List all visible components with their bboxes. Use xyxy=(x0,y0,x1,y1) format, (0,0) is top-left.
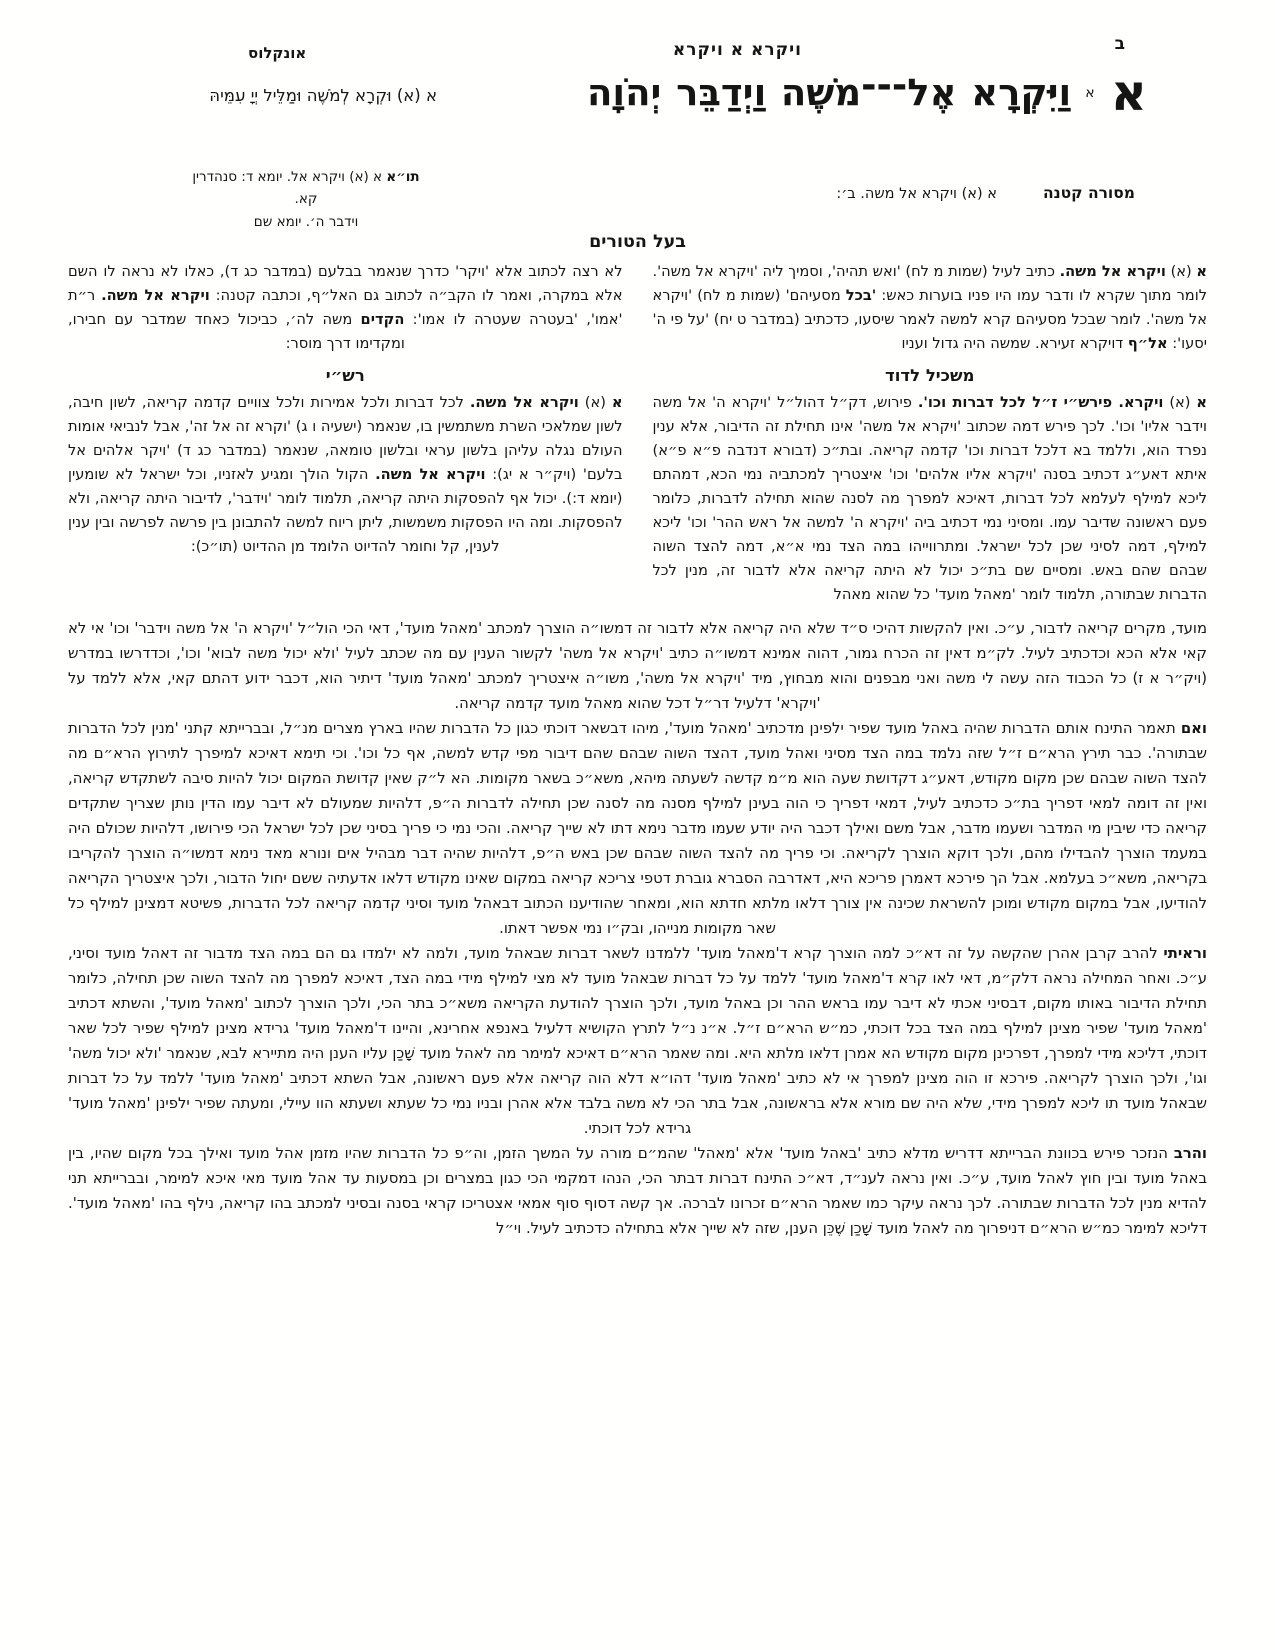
body-paragraph-1: מועד, מקרים קריאה לדבור, ע״כ. ואין להקשות דהיכי ס״ד שלא היה קריאה אלא לדבור זה דמשו״ה הוצרך למכתב 'מאהל מועד', דאי הכי הול״ל 'ויקרא ה' אל משה וידבר' וכו' אי לא קאי אלא הכא וכדכתיב לעיל. לק״מ דאין זה הכרח גמור, דהוה אמינא דמשו״ה כתיב 'ויקרא אל משה' לקשור הענין עם מה שכתב לעיל 'ולא יכול משה לבוא' וכו', וכדדרשו במדרש (ויק״ר א ז) כל הכבוד הזה עשה לי משה ואני מבפנים והוא מבחוץ, מיד 'ויקרא אל משה', משו״ה איצטריך למכתב 'מאהל מועד' דיתיר הוא, דכבר ידוע דהתם קאי, אלא ללמד על 'ויקרא' דלעיל דר״ל דכל שהוא מאהל מועד קדמה קריאה. xyxy=(68,620,1207,712)
references-row xyxy=(68,164,1207,230)
chapter-letter: א xyxy=(1110,64,1147,122)
body-paragraph-2: ואם תאמר התינח אותם הדברות שהיה באהל מועד שפיר ילפינן מדכתיב 'מאהל מועד', מיהו דבשאר דוכתי כגון כל הדברות שהיו בארץ מצרים מנ״ל, ובברייתא קתני 'מנין לכל הדברות שבתורה'. כבר תירץ הרא״ם ז״ל שזה נלמד במה הצד מסיני ואהל מועד, דהצד השוה שבהם שהם דיבור מפי קדש למשה, אף כל וכו'. וכי תימא דאיכא למיפרך לתירוץ הרא״ם מה להצד השוה שבהם שכן מקום מקודש, דאע״ג דקדושת שעה הוא מ״מ קדשה לשעתה מיהא, משא״כ בשאר מקומות. הא ל״ק שאין קדושת המקום יכול להיות סיבה לשתקדש קריאה, ואין זה דומה למאי דפריך בת״כ כדכתיב לעיל, דמאי דפריך כי הוה בעינן למילף מסנה מה לסנה שכן תחילה לדברות ה״פ, דלהיות שמעולם לא דיבר עמו הדין נותן שצריך שתקדים קריאה כדי שיבין מי המדבר ושעמו מדבר, אבל משם ואילך דכבר היה יודע שעמו מדבר נימא דתו לא שייך קריאה. והכי נמי כי פריך בסיני שכן לכל ישראל הכי פירושו, דלהיות שכולם היה במעמד הוצרך להבדילו מהם, ולכך דוקא הוצרך לקריאה. וכי פריך מה להצד השוה שבהם שכן באש ה״פ, דלהיות שהיה דבר מבהיל אים ונורא מאד נימא דמשו״ה הוצרך להקריבו בקריאה, משא״כ בעלמא. אבל הך פירכא דאמרן פריכא היא, דאדרבה הסברא גוברת דטפי צריכא קריאה במקום שאינו מקודש דלאו אדעתיה ששם יחול הדבור, ולכך איצטריך הקריאה להודיעו, אבל במקום מקודש ומוכן להשראת שכינה אין צורך דלאו מלתא חדתא הוא, ומאחר שהודיענו הכתוב דבאהל מועד וסיני קדמה קריאה לכל הדברות, פשיטא דמצינן למילף כל שאר מקומות מנייהו, ובק״ו נמי אפשר דאתו. xyxy=(68,720,1207,937)
commentary-columns xyxy=(68,356,1207,607)
maskil-ledavid-text: א (א) ויקרא. פירש״י ז״ל לכל דברות וכו'. פירוש, דק״ל דהול״ל 'ויקרא ה' אל משה וידבר אליו' וכו'. לכך פירש דמה שכתוב 'ויקרא אל משה' אינו תחילת זה הדיבור, אלא ענין נפרד הוא, וללמד בא דלכל דברות וכו' קדמה קריאה. ובת״כ (דבורא דנדבה פ״א פ״א) איתא דאע״ג דכתיב בסנה 'ויקרא אליו אלהים' וכו' איצטריך למכתביה נמי הכא, דמהתם ליכא למילף לעלמא לכל דברות, דאיכא למפרך מה לסנה שהוא תחילה לדברות, כלומר פעם ראשונה שדיבר עמו. ומסיני נמי דכתיב ביה 'ויקרא ה' למשה אל ראש ההר' וכו' ליכא למילף, דמה לסיני שכן לכל ישראל. ומתרווייהו במה הצד נמי א״א, דמה להצד השוה שבהם שהם באש. ומסיים שם בת״כ יכול לא היתה קריאה אלא לדבור זה, מנין לכל הדברות שבתורה, תלמוד לומר 'מאהל מועד' כל שהוא מאהל xyxy=(652,394,1207,603)
verse-word: וַיְדַבֵּר xyxy=(676,71,767,115)
masorah-title: מסורה קטנה xyxy=(1042,184,1135,202)
onkelos-column-title: אונקלוס xyxy=(248,44,307,62)
baal-haturim-left-column: לא רצה לכתוב אלא 'ויקר' כדרך שנאמר בבלעם (במדבר כג ד), כאלו לא נראה לו השם אלא במקרה, ואמר לו הקב״ה לכתוב גם האל״ף, וכתבה קטנה: ויקרא אל משה. ר״ת 'אמו', 'בעטרה שעטרה לו אמו': הקדים משה לה׳, כביכול כאחד שמדבר עם חבירו, ומקדימו דרך מוסר: xyxy=(68,263,623,352)
rashi-title: רש״י xyxy=(325,366,365,385)
page-header xyxy=(68,34,1207,68)
baal-haturim-right-column: א (א) ויקרא אל משה. כתיב לעיל (שמות מ לח) 'ואש תהיה', וסמיך ליה 'ויקרא אל משה'. לומר מתוך שקרא לו ודבר עמו היו פניו בוערות כאש: 'בכל מסעיהם' (שמות מ לח) 'ויקרא אל משה'. לומר שבכל מסעיהם קרא למשה לאמר שיסעו, כדכתיב (במדבר ט יח) 'על פי ה' יסעו': אל״ף דויקרא זעירא. שמשה היה גדול ועניו xyxy=(652,263,1207,352)
folio-letter: ב xyxy=(1114,34,1125,54)
verse-word: יְהֹוָה xyxy=(587,71,662,115)
body-paragraph-3: וראיתי להרב קרבן אהרן שהקשה על זה דא״כ למה הוצרך קרא ד'מאהל מועד' ללמדנו לשאר דברות שבאהל מועד, ולמה לא ילמדו גם הם במה הצד מדבור זה דאהל מועד וסיני, ע״כ. ואחר המחילה נראה דלק״מ, דאי לאו קרא ד'מאהל מועד' ללמד על כל דברות שבאהל מועד לא מצי למילף מידי במה הצד, דאיכא למפרך מה להצד השוה שכן תחילה, כלומר תחילת הדיבור באותו מקום, דבסיני אכתי לא דיבר עמו בראש ההר וכן באהל מועד, ולכך הוצרך להודעת הקריאה משא״כ בתר הכי, ולכך הוצרך לכתוב 'מאהל מועד', והשתא דכתיב 'מאהל מועד' שפיר מצינן למילף במה הצד בכל דוכתי, כמ״ש הרא״ם ז״ל. א״נ נ״ל לתרץ הקושיא דלעיל באנפא אחרינא, והיינו ד'מאהל מועד' גרידא מצינן למילף שפיר לכל שאר דוכתי, דליכא מידי למפרך, דפרכינן מקום מקודש הא אמרן דלאו מלתא היא. ומה שאמר הרא״ם דאיכא למימר מה לאהל מועד שָׁכַן עליו הענן היה מתיירא לבא, שנאמר 'ולא יכול משה' וגו', ולכך הוצרך לקריאה. פירכא זו הוה מצינן למפרך אי לא כתיב 'מאהל מועד' דהו״א דלא הוה קריאה אלא פעם ראשונה, אבל השתא דכתיב 'מאהל מועד' ללמד על כל דברות שבאהל מועד תו ליכא למפרך מידי, שלא היה שם מורא אלא בראשונה, אבל בתר הכי לא משה בלבד אלא אהרן ובניו נמי כל שעתא ושעתא הוו עיילי, ומעתה שפיר ילפינן 'מאהל מועד' גרידא לכל דוכתי. xyxy=(68,945,1207,1137)
verse-number: א xyxy=(1085,85,1095,101)
baal-haturim-columns xyxy=(68,260,1207,356)
rashi-column xyxy=(68,356,623,559)
verse-words xyxy=(587,68,1071,118)
masorah-ketanah xyxy=(836,184,1135,202)
onkelos-text: א (א) וּקְרָא לְמֹשֶׁה וּמַלֵּיל יְיָ עִמֵּיהּ xyxy=(209,86,437,105)
verse-word: אֶל־־־מֹשֶׁה xyxy=(780,71,957,115)
rashi-text: א (א) ויקרא אל משה. לכל דברות ולכל אמירות ולכל צוויים קדמה קריאה, לשון חיבה, לשון שמלאכי השרת משתמשין בו, שנאמר (ישעיה ו ג) 'וקרא זה אל זה', אבל לנביאי אומות העולם נגלה עליהן בלשון עראי ובלשון טומאה, שנאמר (במדבר כג ד) 'ויקר אלהים אל בלעם' (ויק״ר א יג): ויקרא אל משה. הקול הולך ומגיע לאזניו, וכל ישראל לא שומעין (יומא ד:). יכול אף להפסקות היתה קריאה, תלמוד לומר 'וידבר', לדיבור היתה קריאה, ולא להפסקות. ומה היו הפסקות משמשות, ליתן ריוח למשה להתבונן בין פרשה לפרשה ובין ענין לענין, קל וחומר להדיוט הלומד מן ההדיוט (תו״כ): xyxy=(68,394,623,555)
maskil-ledavid-title: משכיל לדוד xyxy=(885,366,975,385)
torah-verse xyxy=(587,64,1147,122)
baal-haturim-title: בעל הטורים xyxy=(589,232,686,252)
maskil-ledavid-continuation xyxy=(68,616,1207,1241)
masorah-text: א (א) ויקרא אל משה. ב׳: xyxy=(836,186,997,202)
torah-or-line1 xyxy=(180,166,432,211)
torah-or-label: תו״א xyxy=(386,169,420,185)
torah-or-line2: וידבר ה׳. יומא שם xyxy=(253,213,359,230)
running-title: ויקרא א ויקרא xyxy=(672,40,802,60)
verse-word: וַיִּקְרָא xyxy=(971,71,1072,115)
torah-or-text1: א (א) ויקרא אל. יומא ד: סנהדרין קא. xyxy=(192,169,383,208)
verse-row xyxy=(68,64,1207,160)
body-paragraph-4: והרב הנזכר פירש בכוונת הברייתא דדריש מדלא כתיב 'באהל מועד' אלא 'מאהל' שהמ״ם מורה על המשך הזמן, וה״פ כל הדברות שהיו מזמן אהל מועד ואילך בכל מקום שהיו, בין באהל מועד ובין חוץ לאהל מועד, ע״כ. ואין נראה לענ״ד, דא״כ התינח דברות דבתר הכי, הנהו דמקמי הכי כגון במצרים וכן במסעות עד אהל מועד מאי איכא למימר, ובברייתא תני להדיא מנין לכל הדברות שבתורה. לכך נראה עיקר כמו שאמר הרא״ם זכרונו לברכה. אך קשה דסוף סוף אמאי אצטריכו קראי בסנה ובסיני למכתב בהו קריאה, נילף בהו 'מאהל מועד'. דליכא למימר כמ״ש הרא״ם דניפרוך מה לאהל מועד שָׁכַן שֶׁכֵּן הענן, שזה לא שייך אלא בתחילה כדכתיב לעיל. וי״ל xyxy=(68,1145,1207,1237)
torah-or-references xyxy=(180,166,432,233)
maskil-ledavid-column xyxy=(653,356,1208,607)
